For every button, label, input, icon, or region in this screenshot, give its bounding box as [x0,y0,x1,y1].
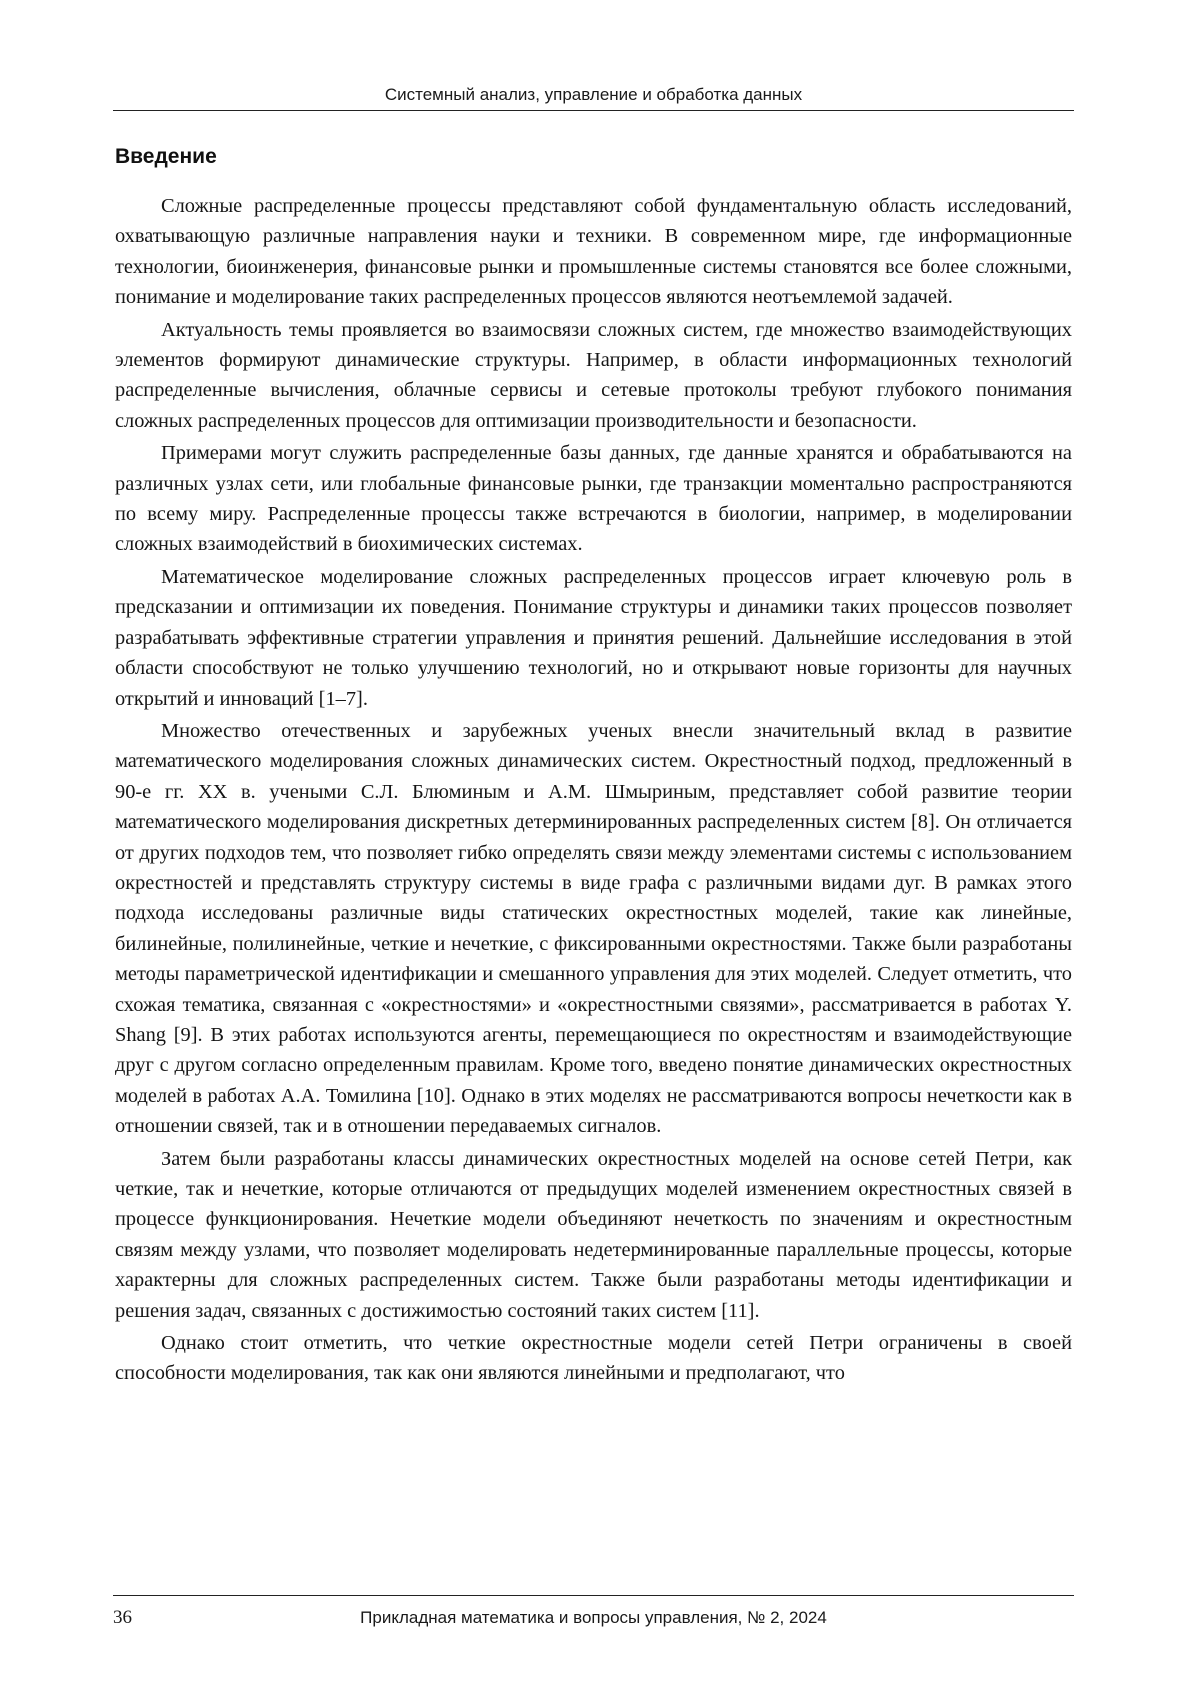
page-number: 36 [113,1607,132,1628]
paragraph: Актуальность темы проявляется во взаимосвязи сложных систем, где множество взаимодействующих элементов формируют динамические структуры. Например, в области информационных технологий распределенные вычисления, облачные сервисы и сетевые протоколы требуют глубокого понимания сложных распределенных процессов для оптимизации производительности и безопасности. [115,318,1072,432]
paragraph: Примерами могут служить распределенные базы данных, где данные хранятся и обрабатываются на различных узлах сети, или глобальные финансовые рынки, где транзакции моментально распространяются по всему миру. Распределенные процессы также встречаются в биологии, например, в моделировании сложных взаимодействий в биохимических системах. [115,442,1072,556]
paragraph: Однако стоит отметить, что четкие окрестностные модели сетей Петри ограничены в своей способности моделирования, так как они являются линейными и предполагают, что [115,1332,1072,1385]
paragraph: Сложные распределенные процессы представляют собой фундаментальную область исследований, охватывающую различные направления науки и техники. В современном мире, где информационные технологии, биоинженерия, финансовые рынки и промышленные системы становятся все более сложными, понимание и моделирование таких распределенных процессов являются неотъемлемой задачей. [115,195,1072,309]
header-divider [113,110,1074,111]
section-heading: Введение [115,145,217,168]
footer-divider [113,1595,1074,1596]
paragraph: Математическое моделирование сложных распределенных процессов играет ключевую роль в предсказании и оптимизации их поведения. Понимание структуры и динамики таких процессов позволяет разрабатывать эффективные стратегии управления и принятия решений. Дальнейшие исследования в этой области способствуют не только улучшению технологий, но и открывают новые горизонты для научных открытий и инноваций [1–7]. [115,565,1072,710]
running-header: Системный анализ, управление и обработка данных [384,85,803,104]
paragraph: Затем были разработаны классы динамических окрестностных моделей на основе сетей Петри, как четкие, так и нечеткие, которые отличаются от предыдущих моделей изменением окрестностных связей в процессе функционирования. Нечеткие модели объединяют нечеткость по значениям и окрестностным связям между узлами, что позволяет моделировать недетерминированные параллельные процессы, которые характерны для сложных распределенных систем. Также были разработаны методы идентификации и решения задач, связанных с достижимостью состояний таких систем [11]. [115,1147,1072,1322]
paragraph: Множество отечественных и зарубежных ученых внесли значительный вклад в развитие математического моделирования сложных динамических систем. Окрестностный подход, предложенный в 90-е гг. XX в. учеными С.Л. Блюминым и А.М. Шмыриным, представляет собой развитие теории математического моделирования дискретных детерминированных распределенных систем [8]. Он отличается от других подходов тем, что позволяет гибко определять связи между элементами системы с использованием окрестностей и представлять структуру системы в виде графа с различными видами дуг. В рамках этого подхода исследованы различные виды статических окрестностных моделей, такие как линейные, билинейные, полилинейные, четкие и нечеткие, с фиксированными окрестностями. Также были разработаны методы параметрической идентификации и смешанного управления для этих моделей. Следует отметить, что схожая тематика, связанная с «окрестностями» и «окрестностными связями», рассматривается в работах Y. Shang [9]. В этих работах используются агенты, перемещающиеся по окрестностям и взаимодействующие друг с другом согласно определенным правилам. Кроме того, введено понятие динамических окрестностных моделей в работах А.А. Томилина [10]. Однако в этих моделях не рассматриваются вопросы нечеткости как в отношении связей, так и в отношении передаваемых сигналов. [115,719,1072,1138]
journal-footer: Прикладная математика и вопросы управления, № 2, 2024 [360,1608,827,1627]
article-body [115,191,1072,1391]
